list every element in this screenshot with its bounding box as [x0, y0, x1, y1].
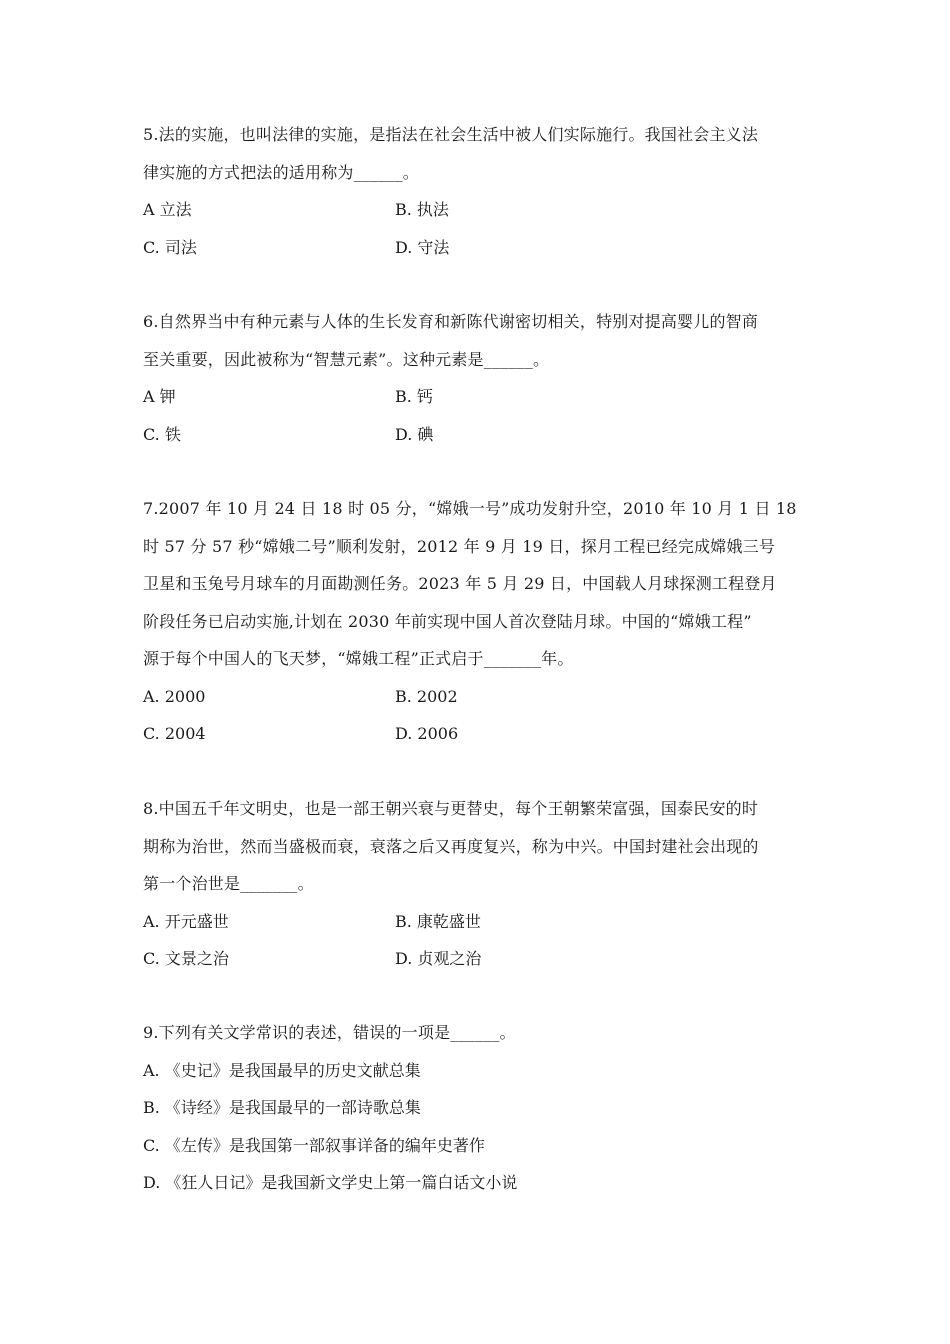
- option-row: [143, 940, 823, 978]
- question-stem: [143, 790, 823, 903]
- question-7: [143, 490, 823, 753]
- option-a: A 钾: [143, 387, 176, 406]
- option-b: B. 2002: [395, 686, 458, 706]
- stem-line: 期称为治世，然而当盛极而衰，衰落之后又再度复兴，称为中兴。中国封建社会出现的: [143, 836, 759, 856]
- option-a: A. 2000: [143, 686, 206, 706]
- option-c: C. 文景之治: [143, 949, 229, 968]
- option-c: C. 司法: [143, 237, 197, 257]
- option-d: D. 守法: [395, 237, 450, 257]
- option-row: [143, 715, 823, 753]
- stem-line: 律实施的方式把法的适用称为______。: [143, 162, 420, 182]
- option-c: C. 铁: [143, 424, 181, 444]
- option-d: D. 《狂人日记》是我国新文学史上第一篇白话文小说: [143, 1173, 518, 1192]
- option-a: A 立法: [143, 200, 192, 219]
- question-stem: [143, 303, 823, 378]
- option-row: [143, 678, 823, 716]
- stem-line: 8.中国五千年文明史，也是一部王朝兴衰与更替史，每个王朝繁荣富强，国泰民安的时: [143, 799, 759, 818]
- stem-line: 卫星和玉兔号月球车的月面勘测任务。2023 年 5 月 29 日，中国载人月球探测工程登月: [143, 574, 777, 593]
- option-b: B. 执法: [395, 200, 449, 219]
- stem-line: 9.下列有关文学常识的表述，错误的一项是______。: [143, 1023, 516, 1042]
- stem-line: 6.自然界当中有种元素与人体的生长发育和新陈代谢密切相关，特别对提高婴儿的智商: [143, 312, 759, 331]
- question-stem: [143, 1014, 823, 1052]
- question-stem: [143, 490, 823, 678]
- option-b: B. 康乾盛世: [395, 911, 481, 931]
- stem-line: 5.法的实施，也叫法律的实施，是指法在社会生活中被人们实际施行。我国社会主义法: [143, 125, 759, 144]
- option-d: D. 碘: [395, 424, 434, 444]
- option-row: [143, 191, 823, 229]
- option-c: C. 《左传》是我国第一部叙事详备的编年史著作: [143, 1135, 485, 1155]
- option-c: C. 2004: [143, 724, 206, 743]
- stem-line: 时 57 分 57 秒“嫦娥二号”顺利发射，2012 年 9 月 19 日，探月工程已经完成嫦娥三号: [143, 536, 776, 556]
- stem-line: 阶段任务已启动实施,计划在 2030 年前实现中国人首次登陆月球。中国的“嫦娥工程”: [143, 611, 752, 631]
- question-9: [143, 1014, 823, 1202]
- option-row: [143, 229, 823, 267]
- stem-line: 7.2007 年 10 月 24 日 18 时 05 分，“嫦娥一号”成功发射升空，2010 年 10 月 1 日 18: [143, 499, 797, 518]
- question-stem: [143, 116, 823, 191]
- stem-line: 第一个治世是_______。: [143, 874, 314, 893]
- question-5: [143, 116, 823, 266]
- stem-line: 源于每个中国人的飞天梦，“嫦娥工程”正式启于_______年。: [143, 649, 574, 668]
- option-b: B. 钙: [395, 387, 433, 406]
- question-8: [143, 790, 823, 978]
- option-d: D. 贞观之治: [395, 949, 482, 968]
- option-row: [143, 378, 823, 416]
- option-b: B. 《诗经》是我国最早的一部诗歌总集: [143, 1098, 421, 1117]
- option-a: A. 《史记》是我国最早的历史文献总集: [143, 1060, 421, 1080]
- option-row: [143, 416, 823, 454]
- option-a: A. 开元盛世: [143, 911, 229, 931]
- option-row: [143, 903, 823, 941]
- question-6: [143, 303, 823, 453]
- option-d: D. 2006: [395, 724, 459, 743]
- stem-line: 至关重要，因此被称为“智慧元素”。这种元素是______。: [143, 349, 550, 369]
